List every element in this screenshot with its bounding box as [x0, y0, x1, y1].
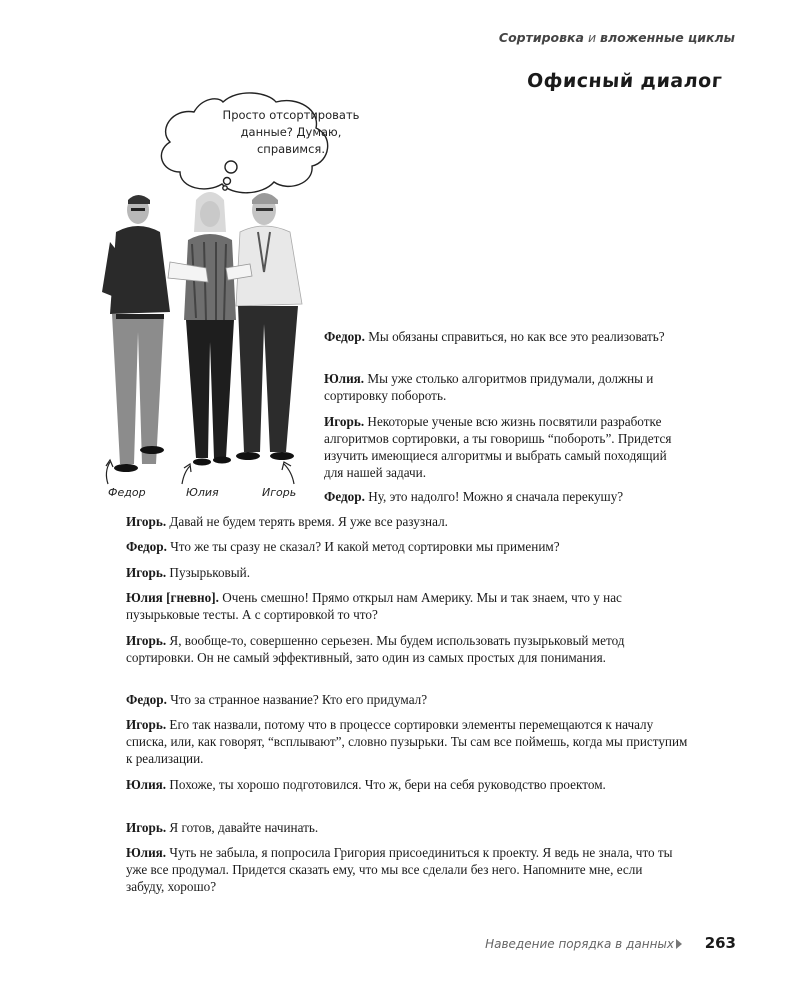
- person-fedor: [102, 195, 170, 472]
- section-title: Офисный диалог: [526, 70, 723, 92]
- dialogue-line: Юлия [гневно]. Очень смешно! Прямо открыл нам Америку. Мы и так знаем, что у нас пузырьковые тесты. А с сортировкой то что?: [126, 590, 622, 622]
- dialogue-line: Федор. Ну, это надолго! Можно я сначала перекушу?: [324, 489, 624, 504]
- dialogue-line: Игорь. Некоторые ученые всю жизнь посвятили разработке алгоритмов сортировки, а ты говоришь “побороть”. Придется изучить имеющиеся алгоритмы и выбрать самый походящий для нашей задачи.: [324, 414, 672, 480]
- dialogue-line: Игорь. Я, вообще-то, совершенно серьезен. Мы будем использовать пузырьковый метод сортировки. Он не самый эффективный, зато один из самых простых для понимания.: [126, 633, 625, 665]
- header-part2: вложенные циклы: [600, 30, 735, 45]
- dialogue-line: Игорь. Пузырьковый.: [126, 565, 250, 580]
- dialogue-line: Юлия. Мы уже столько алгоритмов придумали, должны и сортировку побороть.: [324, 371, 654, 403]
- thought-bubble-text: Просто отсортировать данные? Думаю, справимся.: [222, 108, 360, 156]
- dialogue-line: Игорь. Давай не будем терять время. Я уже все разузнал.: [126, 514, 448, 529]
- page-number: 263: [704, 934, 736, 952]
- dialogue-line: Игорь. Его так назвали, потому что в процессе сортировки элементы перемещаются к началу списка, или, как говорят, “всплывают”, словно пузырьки. Ты сам все поймешь, когда мы приступим к реализации.: [126, 717, 688, 766]
- header-part1: Сортировка: [498, 30, 584, 45]
- label-yulia: Юлия: [186, 486, 219, 499]
- person-igor: [226, 193, 302, 460]
- label-fedor: Федор: [108, 486, 146, 499]
- dialogue-line: Юлия. Похоже, ты хорошо подготовился. Что ж, бери на себя руководство проектом.: [126, 777, 606, 792]
- dialogue-line: Федор. Что же ты сразу не сказал? И какой метод сортировки мы применим?: [126, 539, 560, 554]
- header-conjunction: и: [583, 30, 601, 45]
- dialogue-line: Федор. Что за странное название? Кто его придумал?: [126, 692, 428, 707]
- footer-arrow-icon: [676, 939, 682, 949]
- dialogue-line: Федор. Мы обязаны справиться, но как все это реализовать?: [324, 329, 665, 344]
- dialogue-line: Юлия. Чуть не забыла, я попросила Григория присоединиться к проекту. Я ведь не знала, что ты уже все продумал. Придется сказать ему, что мы все сделали без него. Напомните мне, если забуду, хорошо?: [126, 845, 673, 894]
- dialogue-line: Игорь. Я готов, давайте начинать.: [126, 820, 319, 835]
- running-footer: Наведение порядка в данных: [485, 937, 674, 951]
- label-igor: Игорь: [262, 486, 297, 499]
- person-yulia: [168, 192, 236, 466]
- running-header: [499, 30, 735, 45]
